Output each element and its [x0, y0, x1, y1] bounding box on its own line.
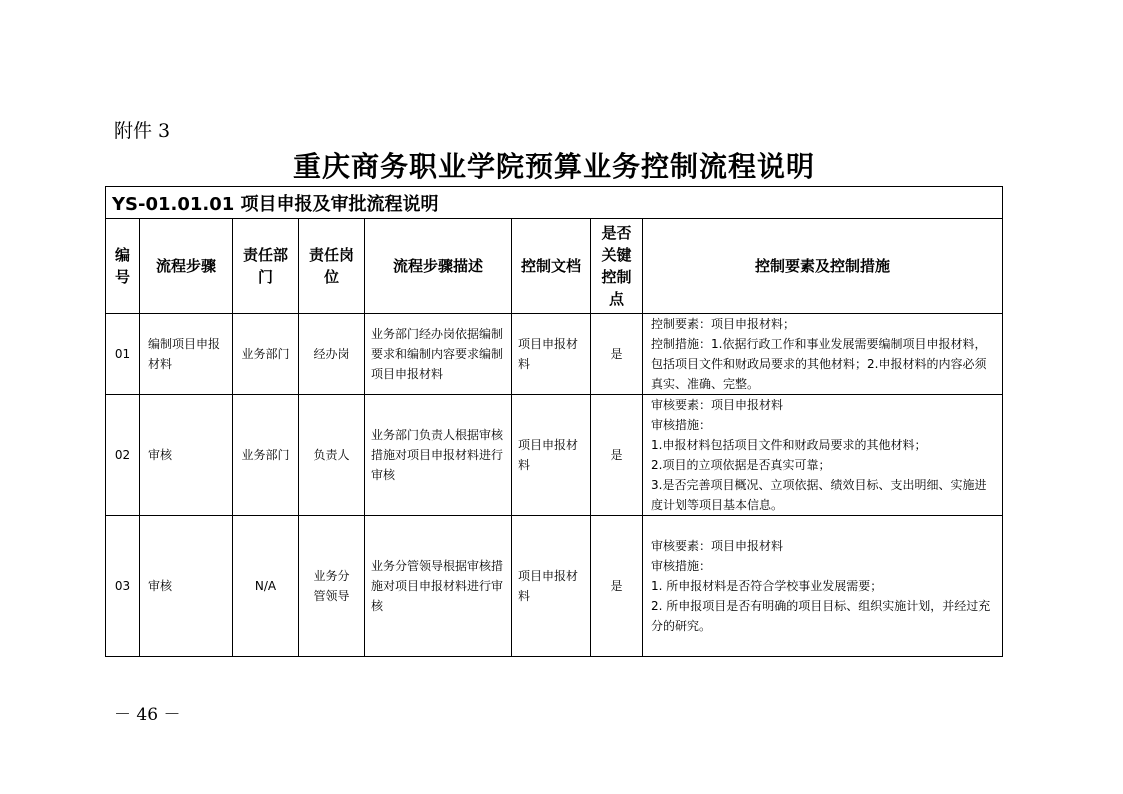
document-title: 重庆商务职业学院预算业务控制流程说明: [292, 150, 815, 183]
row-no: 03: [106, 516, 140, 657]
header-step: 流程步骤: [140, 219, 233, 314]
table-header-row: [106, 219, 1003, 314]
row-no: 01: [106, 314, 140, 395]
row-key: 是: [591, 395, 643, 516]
row-step: 编制项目申报材料: [140, 314, 233, 395]
row-post: 负责人: [299, 395, 365, 516]
section-heading: YS-01.01.01 项目申报及审批流程说明: [106, 187, 1003, 219]
measure-line: 2.项目的立项依据是否真实可靠；: [651, 458, 831, 472]
header-doc: 控制文档: [512, 219, 591, 314]
attachment-label: 附件 3: [114, 120, 171, 142]
header-dept: 责任部门: [233, 219, 299, 314]
row-post: 经办岗: [299, 314, 365, 395]
row-no: 02: [106, 395, 140, 516]
measure-line: 1. 所申报材料是否符合学校事业发展需要；: [651, 579, 883, 593]
measure-line: 2. 所申报项目是否有明确的项目目标、组织实施计划，并经过充分的研究。: [651, 599, 991, 633]
table-row: [106, 516, 1003, 657]
row-key: 是: [591, 314, 643, 395]
header-no: 编号: [106, 219, 140, 314]
row-desc: 业务分管领导根据审核措施对项目申报材料进行审核: [365, 516, 512, 657]
row-step: 审核: [140, 516, 233, 657]
table-row: [106, 314, 1003, 395]
measure-line: 审核措施：: [651, 418, 712, 432]
row-doc: 项目申报材料: [512, 395, 591, 516]
table-row: [106, 395, 1003, 516]
header-post: 责任岗位: [299, 219, 365, 314]
row-doc: 项目申报材料: [512, 314, 591, 395]
measure-line: 1.申报材料包括项目文件和财政局要求的其他材料；: [651, 438, 927, 452]
row-post: 业务分管领导: [299, 516, 365, 657]
measure-line: 3.是否完善项目概况、立项依据、绩效目标、支出明细、实施进度计划等项目基本信息。: [651, 478, 987, 512]
measure-line: 审核要素：项目申报材料: [651, 539, 784, 553]
header-key: 是否关键控制点: [591, 219, 643, 314]
row-doc: 项目申报材料: [512, 516, 591, 657]
measure-line: 控制措施：1.依据行政工作和事业发展需要编制项目申报材料，包括项目文件和财政局要求的其他材料；2.申报材料的内容必须真实、准确、完整。: [651, 337, 987, 391]
row-dept: 业务部门: [233, 395, 299, 516]
row-measures: [643, 314, 1003, 395]
process-table: [105, 186, 1003, 657]
header-desc: 流程步骤描述: [365, 219, 512, 314]
row-step: 审核: [140, 395, 233, 516]
measure-line: 审核措施：: [651, 559, 712, 573]
row-desc: 业务部门经办岗依据编制要求和编制内容要求编制项目申报材料: [365, 314, 512, 395]
row-dept: N/A: [233, 516, 299, 657]
row-dept: 业务部门: [233, 314, 299, 395]
row-key: 是: [591, 516, 643, 657]
measure-line: 控制要素：项目申报材料；: [651, 317, 796, 331]
page-number: － 46 －: [114, 705, 181, 725]
row-measures: [643, 516, 1003, 657]
row-measures: [643, 395, 1003, 516]
row-desc: 业务部门负责人根据审核措施对项目申报材料进行审核: [365, 395, 512, 516]
header-measures: 控制要素及控制措施: [643, 219, 1003, 314]
measure-line: 审核要素：项目申报材料: [651, 398, 784, 412]
